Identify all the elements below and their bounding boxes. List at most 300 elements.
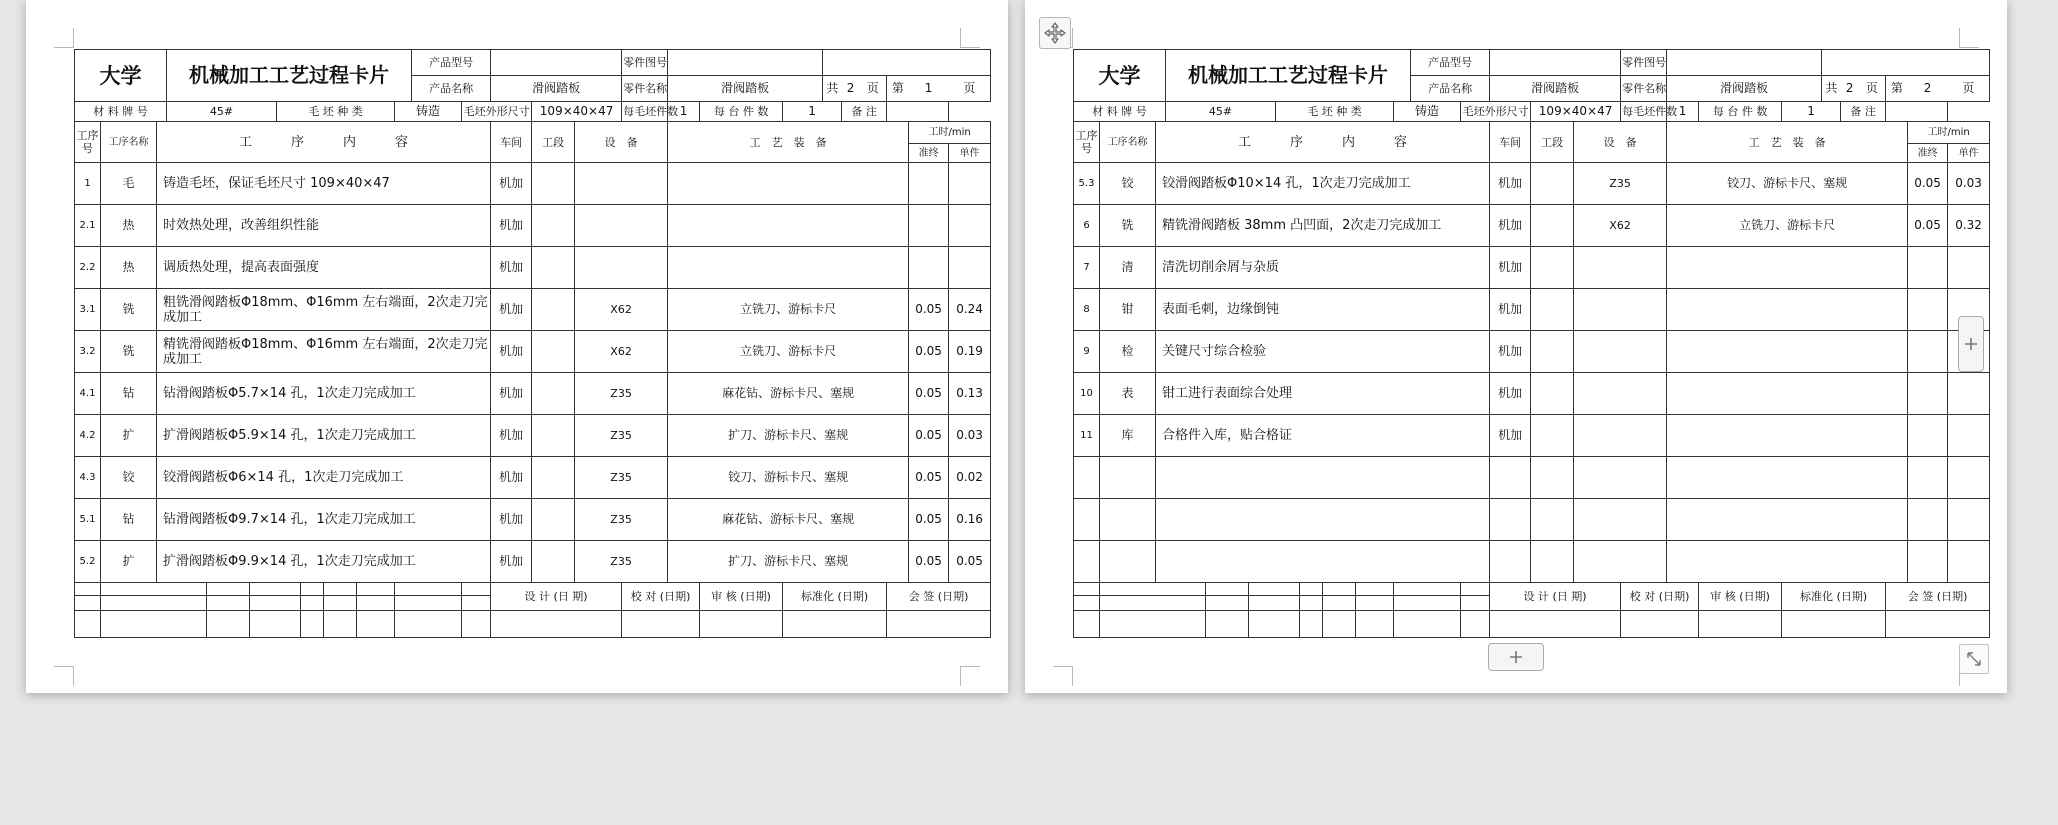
change-cell[interactable] <box>324 611 357 638</box>
op-name[interactable] <box>1100 499 1156 541</box>
change-cell[interactable] <box>1100 583 1206 596</box>
change-cell[interactable] <box>250 596 301 611</box>
col-time: 工时/min <box>1908 122 1990 144</box>
op-content[interactable]: 钻滑阀踏板Φ5.7×14 孔，1次走刀完成加工 <box>157 373 491 415</box>
op-workshop[interactable]: 机加 <box>491 499 532 541</box>
op-equipment[interactable] <box>1574 247 1667 289</box>
op-section[interactable] <box>1531 541 1574 583</box>
change-cell[interactable] <box>207 596 250 611</box>
op-section[interactable] <box>532 373 575 415</box>
op-number[interactable]: 5.1 <box>75 499 101 541</box>
op-content[interactable]: 扩滑阀踏板Φ5.9×14 孔，1次走刀完成加工 <box>157 415 491 457</box>
op-name[interactable]: 扩 <box>101 415 157 457</box>
change-cell[interactable] <box>324 583 357 596</box>
op-name[interactable]: 铰 <box>101 457 157 499</box>
op-prep-time[interactable] <box>1908 373 1948 415</box>
change-cell[interactable] <box>207 611 250 638</box>
op-tooling[interactable]: 扩刀、游标卡尺、塞规 <box>668 541 909 583</box>
op-content[interactable]: 精铣滑阀踏板Φ18mm、Φ16mm 左右端面，2次走刀完成加工 <box>157 331 491 373</box>
part-drawing-label: 零件图号 <box>1621 50 1667 76</box>
op-prep-time[interactable]: 0.05 <box>909 541 949 583</box>
op-workshop[interactable]: 机加 <box>1490 415 1531 457</box>
col-tooling: 工 艺 装 备 <box>668 122 909 163</box>
op-name[interactable]: 检 <box>1100 331 1156 373</box>
op-tooling[interactable] <box>1667 331 1908 373</box>
change-cell[interactable] <box>1206 596 1249 611</box>
op-content[interactable]: 时效热处理，改善组织性能 <box>157 205 491 247</box>
change-cell[interactable] <box>1300 596 1323 611</box>
op-name[interactable] <box>1100 541 1156 583</box>
process-row <box>75 415 991 457</box>
change-cell[interactable] <box>1394 596 1461 611</box>
per-blank-label: 每毛坯件数 <box>1621 102 1667 122</box>
add-row-button[interactable] <box>1488 643 1544 671</box>
op-equipment[interactable]: Z35 <box>575 499 668 541</box>
op-name[interactable]: 铰 <box>1100 163 1156 205</box>
op-section[interactable] <box>532 457 575 499</box>
change-cell[interactable] <box>1249 596 1300 611</box>
op-workshop[interactable] <box>1490 457 1531 499</box>
op-prep-time[interactable] <box>1908 247 1948 289</box>
op-tooling[interactable] <box>668 205 909 247</box>
op-equipment[interactable] <box>1574 331 1667 373</box>
op-unit-time[interactable]: 0.02 <box>949 457 991 499</box>
op-section[interactable] <box>1531 457 1574 499</box>
design-date-value[interactable] <box>491 611 622 638</box>
op-section[interactable] <box>1531 373 1574 415</box>
op-tooling[interactable]: 麻花钻、游标卡尺、塞规 <box>668 499 909 541</box>
process-row <box>75 205 991 247</box>
change-cell[interactable] <box>462 583 491 596</box>
op-name[interactable]: 钻 <box>101 499 157 541</box>
op-equipment[interactable]: Z35 <box>575 541 668 583</box>
change-cell[interactable] <box>1249 611 1300 638</box>
product-model-value[interactable] <box>1490 50 1621 76</box>
col-workshop: 车间 <box>491 122 532 163</box>
op-number[interactable]: 6 <box>1074 205 1100 247</box>
op-prep-time[interactable] <box>1908 499 1948 541</box>
total-pages-label: 共 <box>823 76 842 102</box>
change-cell[interactable] <box>1074 611 1100 638</box>
change-cell[interactable] <box>1356 583 1394 596</box>
op-name[interactable]: 清 <box>1100 247 1156 289</box>
op-prep-time[interactable]: 0.05 <box>909 331 949 373</box>
op-number[interactable]: 8 <box>1074 289 1100 331</box>
standard-date-value[interactable] <box>783 611 887 638</box>
op-number[interactable] <box>1074 541 1100 583</box>
process-card-table <box>74 49 991 638</box>
table-resize-handle[interactable] <box>1959 644 1989 674</box>
change-cell[interactable] <box>1461 583 1490 596</box>
change-cell[interactable] <box>250 611 301 638</box>
op-number[interactable]: 1 <box>75 163 101 205</box>
change-cell[interactable] <box>301 583 324 596</box>
op-name[interactable]: 铣 <box>101 289 157 331</box>
op-unit-time[interactable]: 0.16 <box>949 499 991 541</box>
op-content[interactable]: 铸造毛坯，保证毛坯尺寸 109×40×47 <box>157 163 491 205</box>
change-cell[interactable] <box>250 583 301 596</box>
op-number[interactable]: 4.2 <box>75 415 101 457</box>
page-number-value[interactable]: 1 <box>909 76 949 102</box>
op-unit-time[interactable]: 0.03 <box>1948 163 1990 205</box>
op-content[interactable]: 扩滑阀踏板Φ9.9×14 孔，1次走刀完成加工 <box>157 541 491 583</box>
op-tooling[interactable] <box>1667 457 1908 499</box>
process-row <box>75 541 991 583</box>
op-name[interactable]: 热 <box>101 205 157 247</box>
op-prep-time[interactable] <box>1908 415 1948 457</box>
op-prep-time[interactable] <box>1908 289 1948 331</box>
part-name-value[interactable]: 滑阀踏板 <box>668 76 823 102</box>
op-section[interactable] <box>1531 499 1574 541</box>
op-unit-time[interactable]: 0.19 <box>949 331 991 373</box>
op-content[interactable]: 表面毛刺，边缘倒钝 <box>1156 289 1490 331</box>
op-prep-time[interactable]: 0.05 <box>909 499 949 541</box>
op-unit-time[interactable] <box>1948 373 1990 415</box>
blank-size-value[interactable]: 109×40×47 <box>532 102 622 122</box>
product-name-label: 产品名称 <box>412 76 491 102</box>
op-tooling[interactable] <box>1667 289 1908 331</box>
product-name-value[interactable]: 滑阀踏板 <box>491 76 622 102</box>
op-number[interactable]: 4.3 <box>75 457 101 499</box>
change-cell[interactable] <box>1206 583 1249 596</box>
op-unit-time[interactable] <box>1948 499 1990 541</box>
op-number[interactable]: 5.2 <box>75 541 101 583</box>
op-name[interactable]: 钻 <box>101 373 157 415</box>
op-name[interactable]: 热 <box>101 247 157 289</box>
op-equipment[interactable] <box>575 163 668 205</box>
op-workshop[interactable]: 机加 <box>1490 373 1531 415</box>
op-equipment[interactable] <box>1574 373 1667 415</box>
col-op-no: 工序号 <box>1074 122 1100 163</box>
op-name[interactable]: 毛 <box>101 163 157 205</box>
check-date-value[interactable] <box>622 611 700 638</box>
total-pages-value[interactable]: 2 <box>842 76 860 102</box>
change-cell[interactable] <box>1323 583 1356 596</box>
change-cell[interactable] <box>1323 596 1356 611</box>
op-workshop[interactable] <box>1490 541 1531 583</box>
op-equipment[interactable]: Z35 <box>575 457 668 499</box>
op-prep-time[interactable]: 0.05 <box>1908 163 1948 205</box>
op-section[interactable] <box>532 247 575 289</box>
change-cell[interactable] <box>75 583 101 596</box>
op-workshop[interactable]: 机加 <box>491 331 532 373</box>
op-section[interactable] <box>532 541 575 583</box>
op-workshop[interactable]: 机加 <box>491 289 532 331</box>
op-content[interactable] <box>1156 457 1490 499</box>
op-prep-time[interactable]: 0.05 <box>909 457 949 499</box>
change-cell[interactable] <box>462 611 491 638</box>
process-row <box>1074 247 1990 289</box>
op-tooling[interactable] <box>1667 499 1908 541</box>
op-unit-time[interactable]: 0.03 <box>949 415 991 457</box>
op-content[interactable]: 合格件入库，贴合格证 <box>1156 415 1490 457</box>
op-name[interactable]: 铣 <box>1100 205 1156 247</box>
table-move-handle[interactable] <box>1039 17 1071 49</box>
op-unit-time[interactable] <box>949 163 991 205</box>
op-content[interactable]: 精铣滑阀踏板 38mm 凸凹面，2次走刀完成加工 <box>1156 205 1490 247</box>
op-equipment[interactable]: Z35 <box>1574 163 1667 205</box>
process-row <box>1074 373 1990 415</box>
blank-type-value[interactable]: 铸造 <box>395 102 462 122</box>
process-row <box>75 163 991 205</box>
product-name-value[interactable]: 滑阀踏板 <box>1490 76 1621 102</box>
op-workshop[interactable]: 机加 <box>491 415 532 457</box>
change-cell[interactable] <box>1323 611 1356 638</box>
add-column-button[interactable] <box>1958 316 1984 372</box>
op-unit-time[interactable] <box>1948 247 1990 289</box>
op-content[interactable]: 清洗切削余屑与杂质 <box>1156 247 1490 289</box>
change-cell[interactable] <box>1461 596 1490 611</box>
op-content[interactable]: 粗铣滑阀踏板Φ18mm、Φ16mm 左右端面，2次走刀完成加工 <box>157 289 491 331</box>
change-cell[interactable] <box>1206 611 1249 638</box>
review-date-value[interactable] <box>700 611 783 638</box>
op-number[interactable]: 2.1 <box>75 205 101 247</box>
op-workshop[interactable]: 机加 <box>491 163 532 205</box>
op-content[interactable] <box>1156 541 1490 583</box>
op-prep-time[interactable] <box>1908 457 1948 499</box>
op-number[interactable] <box>1074 457 1100 499</box>
change-cell[interactable] <box>75 596 101 611</box>
op-content[interactable]: 调质热处理，提高表面强度 <box>157 247 491 289</box>
op-equipment[interactable] <box>575 205 668 247</box>
op-section[interactable] <box>1531 205 1574 247</box>
countersign-date-value[interactable] <box>1886 611 1990 638</box>
op-equipment[interactable] <box>1574 499 1667 541</box>
process-row <box>1074 289 1990 331</box>
op-tooling[interactable] <box>668 247 909 289</box>
op-content[interactable]: 钻滑阀踏板Φ9.7×14 孔，1次走刀完成加工 <box>157 499 491 541</box>
change-cell[interactable] <box>395 611 462 638</box>
op-workshop[interactable]: 机加 <box>491 205 532 247</box>
product-model-value[interactable] <box>491 50 622 76</box>
op-prep-time[interactable] <box>909 205 949 247</box>
op-workshop[interactable]: 机加 <box>1490 247 1531 289</box>
op-section[interactable] <box>1531 247 1574 289</box>
op-name[interactable] <box>1100 457 1156 499</box>
op-content[interactable]: 关键尺寸综合检验 <box>1156 331 1490 373</box>
change-cell[interactable] <box>357 596 395 611</box>
op-section[interactable] <box>1531 331 1574 373</box>
change-cell[interactable] <box>1356 596 1394 611</box>
op-equipment[interactable] <box>1574 457 1667 499</box>
op-content[interactable]: 铰滑阀踏板Φ6×14 孔，1次走刀完成加工 <box>157 457 491 499</box>
part-drawing-value[interactable] <box>1667 50 1822 76</box>
op-tooling[interactable]: 铰刀、游标卡尺、塞规 <box>668 457 909 499</box>
op-prep-time[interactable]: 0.05 <box>909 373 949 415</box>
op-equipment[interactable]: X62 <box>575 331 668 373</box>
material-grade-value[interactable]: 45# <box>1166 102 1276 122</box>
op-tooling[interactable]: 麻花钻、游标卡尺、塞规 <box>668 373 909 415</box>
op-unit-time[interactable] <box>1948 457 1990 499</box>
col-equipment: 设 备 <box>1574 122 1667 163</box>
per-blank-value[interactable]: 1 <box>668 102 700 122</box>
op-workshop[interactable] <box>1490 499 1531 541</box>
process-row <box>1074 457 1990 499</box>
op-equipment[interactable] <box>575 247 668 289</box>
op-prep-time[interactable] <box>1908 331 1948 373</box>
op-prep-time[interactable] <box>909 247 949 289</box>
change-cell[interactable] <box>75 611 101 638</box>
op-prep-time[interactable]: 0.05 <box>909 289 949 331</box>
op-equipment[interactable]: Z35 <box>575 415 668 457</box>
op-number[interactable]: 7 <box>1074 247 1100 289</box>
op-equipment[interactable]: X62 <box>1574 205 1667 247</box>
change-cell[interactable] <box>101 583 207 596</box>
op-unit-time[interactable] <box>949 205 991 247</box>
process-row <box>75 247 991 289</box>
per-blank-value[interactable]: 1 <box>1667 102 1699 122</box>
op-workshop[interactable]: 机加 <box>491 373 532 415</box>
op-number[interactable]: 10 <box>1074 373 1100 415</box>
op-number[interactable]: 3.1 <box>75 289 101 331</box>
op-workshop[interactable]: 机加 <box>1490 289 1531 331</box>
op-workshop[interactable]: 机加 <box>1490 163 1531 205</box>
op-unit-time[interactable]: 0.05 <box>949 541 991 583</box>
op-number[interactable]: 3.2 <box>75 331 101 373</box>
op-name[interactable]: 钳 <box>1100 289 1156 331</box>
change-cell[interactable] <box>1356 611 1394 638</box>
op-workshop[interactable]: 机加 <box>1490 331 1531 373</box>
change-cell[interactable] <box>101 611 207 638</box>
part-name-value[interactable]: 滑阀踏板 <box>1667 76 1822 102</box>
change-cell[interactable] <box>1394 611 1461 638</box>
change-cell[interactable] <box>1300 611 1323 638</box>
countersign-date-value[interactable] <box>887 611 991 638</box>
change-cell[interactable] <box>207 583 250 596</box>
part-drawing-value[interactable] <box>668 50 823 76</box>
op-equipment[interactable]: Z35 <box>575 373 668 415</box>
plus-icon <box>1509 650 1523 664</box>
op-name[interactable]: 库 <box>1100 415 1156 457</box>
review-date-value[interactable] <box>1699 611 1782 638</box>
op-section[interactable] <box>532 331 575 373</box>
op-unit-time[interactable] <box>1948 541 1990 583</box>
op-tooling[interactable]: 立铣刀、游标卡尺 <box>668 331 909 373</box>
op-content[interactable]: 钳工进行表面综合处理 <box>1156 373 1490 415</box>
op-number[interactable]: 2.2 <box>75 247 101 289</box>
op-content[interactable]: 铰滑阀踏板Φ10×14 孔，1次走刀完成加工 <box>1156 163 1490 205</box>
op-name[interactable]: 扩 <box>101 541 157 583</box>
material-grade-value[interactable]: 45# <box>167 102 277 122</box>
op-section[interactable] <box>532 289 575 331</box>
op-equipment[interactable] <box>1574 289 1667 331</box>
op-tooling[interactable]: 立铣刀、游标卡尺 <box>668 289 909 331</box>
design-date-value[interactable] <box>1490 611 1621 638</box>
op-tooling[interactable] <box>1667 247 1908 289</box>
blank-type-label: 毛 坯 种 类 <box>1276 102 1394 122</box>
change-cell[interactable] <box>1249 583 1300 596</box>
op-unit-time[interactable] <box>949 247 991 289</box>
change-cell[interactable] <box>462 596 491 611</box>
change-cell[interactable] <box>1300 583 1323 596</box>
op-equipment[interactable] <box>1574 415 1667 457</box>
op-number[interactable] <box>1074 499 1100 541</box>
change-cell[interactable] <box>324 596 357 611</box>
op-section[interactable] <box>532 163 575 205</box>
part-drawing-extra[interactable] <box>1822 50 1990 76</box>
op-tooling[interactable] <box>1667 373 1908 415</box>
change-cell[interactable] <box>1100 611 1206 638</box>
op-section[interactable] <box>1531 415 1574 457</box>
op-workshop[interactable]: 机加 <box>1490 205 1531 247</box>
change-cell[interactable] <box>301 596 324 611</box>
op-workshop[interactable]: 机加 <box>491 541 532 583</box>
standard-date-value[interactable] <box>1782 611 1886 638</box>
change-cell[interactable] <box>301 611 324 638</box>
op-tooling[interactable] <box>1667 415 1908 457</box>
change-cell[interactable] <box>1074 583 1100 596</box>
per-unit-value[interactable]: 1 <box>783 102 842 122</box>
change-cell[interactable] <box>1100 596 1206 611</box>
op-section[interactable] <box>1531 163 1574 205</box>
op-name[interactable]: 铣 <box>101 331 157 373</box>
op-prep-time[interactable]: 0.05 <box>1908 205 1948 247</box>
op-number[interactable]: 5.3 <box>1074 163 1100 205</box>
op-unit-time[interactable]: 0.32 <box>1948 205 1990 247</box>
op-tooling[interactable] <box>1667 541 1908 583</box>
op-unit-time[interactable]: 0.13 <box>949 373 991 415</box>
change-cell[interactable] <box>395 583 462 596</box>
op-tooling[interactable] <box>668 163 909 205</box>
change-cell[interactable] <box>357 611 395 638</box>
op-content[interactable] <box>1156 499 1490 541</box>
check-date-value[interactable] <box>1621 611 1699 638</box>
op-section[interactable] <box>532 415 575 457</box>
op-unit-time[interactable]: 0.24 <box>949 289 991 331</box>
page-number-value[interactable]: 2 <box>1908 76 1948 102</box>
col-content: 工 序 内 容 <box>1156 122 1490 163</box>
check-date-label: 校 对 (日期) <box>1621 583 1699 611</box>
op-tooling[interactable]: 铰刀、游标卡尺、塞规 <box>1667 163 1908 205</box>
blank-size-label: 毛坯外形尺寸 <box>462 102 532 122</box>
op-prep-time[interactable] <box>1908 541 1948 583</box>
op-tooling[interactable]: 立铣刀、游标卡尺 <box>1667 205 1908 247</box>
change-cell[interactable] <box>1461 611 1490 638</box>
op-workshop[interactable]: 机加 <box>491 247 532 289</box>
op-unit-time[interactable] <box>1948 415 1990 457</box>
part-drawing-extra[interactable] <box>823 50 991 76</box>
op-section[interactable] <box>532 205 575 247</box>
remark-value[interactable] <box>887 102 949 122</box>
change-cell[interactable] <box>101 596 207 611</box>
change-cell[interactable] <box>357 583 395 596</box>
change-cell[interactable] <box>1394 583 1461 596</box>
op-number[interactable]: 11 <box>1074 415 1100 457</box>
change-cell[interactable] <box>1074 596 1100 611</box>
document-page-1 <box>26 0 1008 693</box>
change-cell[interactable] <box>395 596 462 611</box>
op-tooling[interactable]: 扩刀、游标卡尺、塞规 <box>668 415 909 457</box>
op-equipment[interactable] <box>1574 541 1667 583</box>
op-prep-time[interactable]: 0.05 <box>909 415 949 457</box>
university-name: 大学 <box>75 50 167 102</box>
remark-value[interactable] <box>1886 102 1948 122</box>
op-section[interactable] <box>1531 289 1574 331</box>
blank-type-value[interactable]: 铸造 <box>1394 102 1461 122</box>
per-unit-value[interactable]: 1 <box>1782 102 1841 122</box>
op-number[interactable]: 4.1 <box>75 373 101 415</box>
card-title: 机械加工工艺过程卡片 <box>1166 50 1411 102</box>
op-workshop[interactable]: 机加 <box>491 457 532 499</box>
total-pages-value[interactable]: 2 <box>1841 76 1859 102</box>
op-number[interactable]: 9 <box>1074 331 1100 373</box>
op-section[interactable] <box>532 499 575 541</box>
col-tooling: 工 艺 装 备 <box>1667 122 1908 163</box>
blank-size-value[interactable]: 109×40×47 <box>1531 102 1621 122</box>
op-equipment[interactable]: X62 <box>575 289 668 331</box>
op-name[interactable]: 表 <box>1100 373 1156 415</box>
op-prep-time[interactable] <box>909 163 949 205</box>
